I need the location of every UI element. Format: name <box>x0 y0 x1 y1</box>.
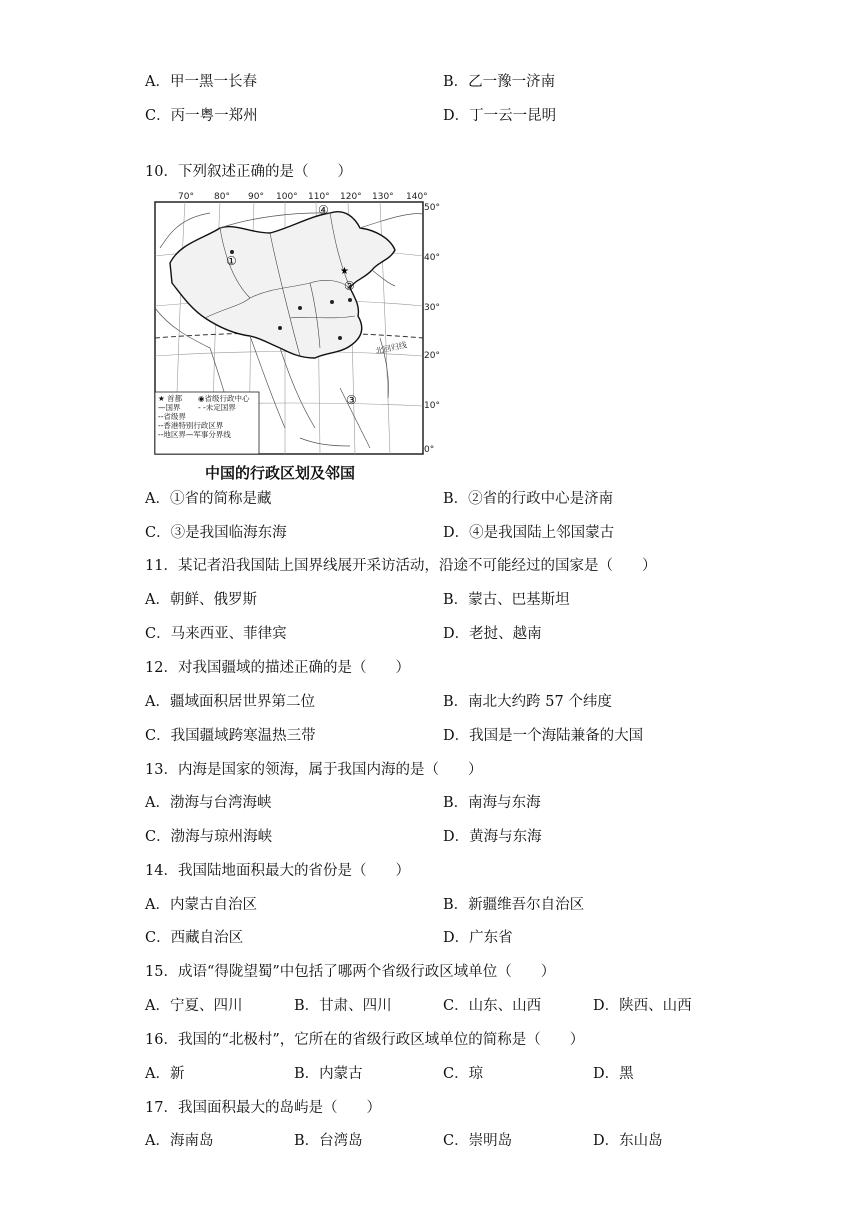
q9-option-b: B．乙一豫一济南 <box>443 74 556 90</box>
legend-item: ◉省级行政中心 <box>198 394 250 403</box>
lat-label: 40° <box>424 253 440 263</box>
q14-option-a: A．内蒙古自治区 <box>145 897 257 913</box>
q14-option-d: D．广东省 <box>443 930 513 946</box>
marker-4: ④ <box>318 203 329 217</box>
q16-stem: 16．我国的“北极村”，它所在的省级行政区域单位的简称是（ ） <box>145 1032 585 1048</box>
q11-option-b: B．蒙古、巴基斯坦 <box>443 592 570 608</box>
q11-option-a: A．朝鲜、俄罗斯 <box>145 592 257 608</box>
marker-1: ① <box>226 254 237 268</box>
q12-option-b: B．南北大约跨 57 个纬度 <box>443 694 612 710</box>
capital-star-icon: ★ <box>340 266 349 277</box>
q17-stem: 17．我国面积最大的岛屿是（ ） <box>145 1100 381 1116</box>
china-admin-map <box>150 188 450 483</box>
lon-label: 100° <box>276 192 298 202</box>
q11-option-c: C．马来西亚、菲律宾 <box>145 626 287 642</box>
legend-item: --省级界 <box>158 412 186 421</box>
q13-option-b: B．南海与东海 <box>443 795 541 811</box>
legend-item: - -未定国界 <box>198 403 236 412</box>
q12-option-c: C．我国疆域跨寒温热三带 <box>145 728 316 744</box>
q17-option-b: B．台湾岛 <box>294 1133 363 1149</box>
q16-option-d: D．黑 <box>593 1066 634 1082</box>
q12-option-a: A．疆域面积居世界第二位 <box>145 694 315 710</box>
q13-stem: 13．内海是国家的领海，属于我国内海的是（ ） <box>145 762 483 778</box>
q17-option-d: D．东山岛 <box>593 1133 663 1149</box>
legend-item: ★ 首都 <box>158 394 183 403</box>
lon-label: 130° <box>372 192 394 202</box>
q11-stem: 11．某记者沿我国陆上国界线展开采访活动，沿途不可能经过的国家是（ ） <box>145 558 657 574</box>
lon-label: 70° <box>178 192 194 202</box>
legend-item: —国界 <box>158 403 181 412</box>
q14-option-c: C．西藏自治区 <box>145 930 244 946</box>
q10-option-c: C．③是我国临海东海 <box>145 525 287 541</box>
lat-label: 0° <box>424 445 435 455</box>
q16-option-a: A．新 <box>145 1066 185 1082</box>
lon-label: 110° <box>308 192 330 202</box>
q10-option-a: A．①省的简称是藏 <box>145 491 272 507</box>
marker-3: ③ <box>346 393 357 407</box>
q13-option-d: D．黄海与东海 <box>443 829 542 845</box>
q12-stem: 12．对我国疆域的描述正确的是（ ） <box>145 660 410 676</box>
lat-label: 30° <box>424 303 440 313</box>
lat-label: 20° <box>424 351 440 361</box>
q17-option-c: C．崇明岛 <box>443 1133 513 1149</box>
q9-option-c: C．丙一粤一郑州 <box>145 108 258 124</box>
q15-option-a: A．宁夏、四川 <box>145 998 243 1014</box>
q15-stem: 15．成语“得陇望蜀”中包括了哪两个省级行政区域单位（ ） <box>145 964 556 980</box>
lon-label: 120° <box>340 192 362 202</box>
q12-option-d: D．我国是一个海陆兼备的大国 <box>443 728 644 744</box>
marker-2: ② <box>344 279 355 293</box>
legend-item: --香港特别行政区界 <box>158 421 224 430</box>
map-figure <box>150 188 450 468</box>
map-caption: 中国的行政区划及邻国 <box>205 464 356 482</box>
lon-label: 90° <box>248 192 264 202</box>
q15-option-b: B．甘肃、四川 <box>294 998 392 1014</box>
lon-label: 80° <box>214 192 230 202</box>
q16-option-b: B．内蒙古 <box>294 1066 363 1082</box>
q10-stem: 10．下列叙述正确的是（ ） <box>145 164 352 180</box>
lat-label: 50° <box>424 203 440 213</box>
tropic-label: 北回归线 <box>374 340 408 356</box>
q14-stem: 14．我国陆地面积最大的省份是（ ） <box>145 863 410 879</box>
q13-option-c: C．渤海与琼州海峡 <box>145 829 273 845</box>
lon-label: 140° <box>406 192 428 202</box>
q17-option-a: A．海南岛 <box>145 1133 214 1149</box>
q14-option-b: B．新疆维吾尔自治区 <box>443 897 585 913</box>
q11-option-d: D．老挝、越南 <box>443 626 542 642</box>
q9-option-a: A．甲一黑一长春 <box>145 74 257 90</box>
legend-item: --地区界—军事分界线 <box>158 430 231 439</box>
q16-option-c: C．琼 <box>443 1066 484 1082</box>
q15-option-d: D．陕西、山西 <box>593 998 692 1014</box>
q10-option-d: D．④是我国陆上邻国蒙古 <box>443 525 615 541</box>
q10-option-b: B．②省的行政中心是济南 <box>443 491 614 507</box>
q15-option-c: C．山东、山西 <box>443 998 542 1014</box>
q9-option-d: D．丁一云一昆明 <box>443 108 557 124</box>
q13-option-a: A．渤海与台湾海峡 <box>145 795 272 811</box>
lat-label: 10° <box>424 401 440 411</box>
